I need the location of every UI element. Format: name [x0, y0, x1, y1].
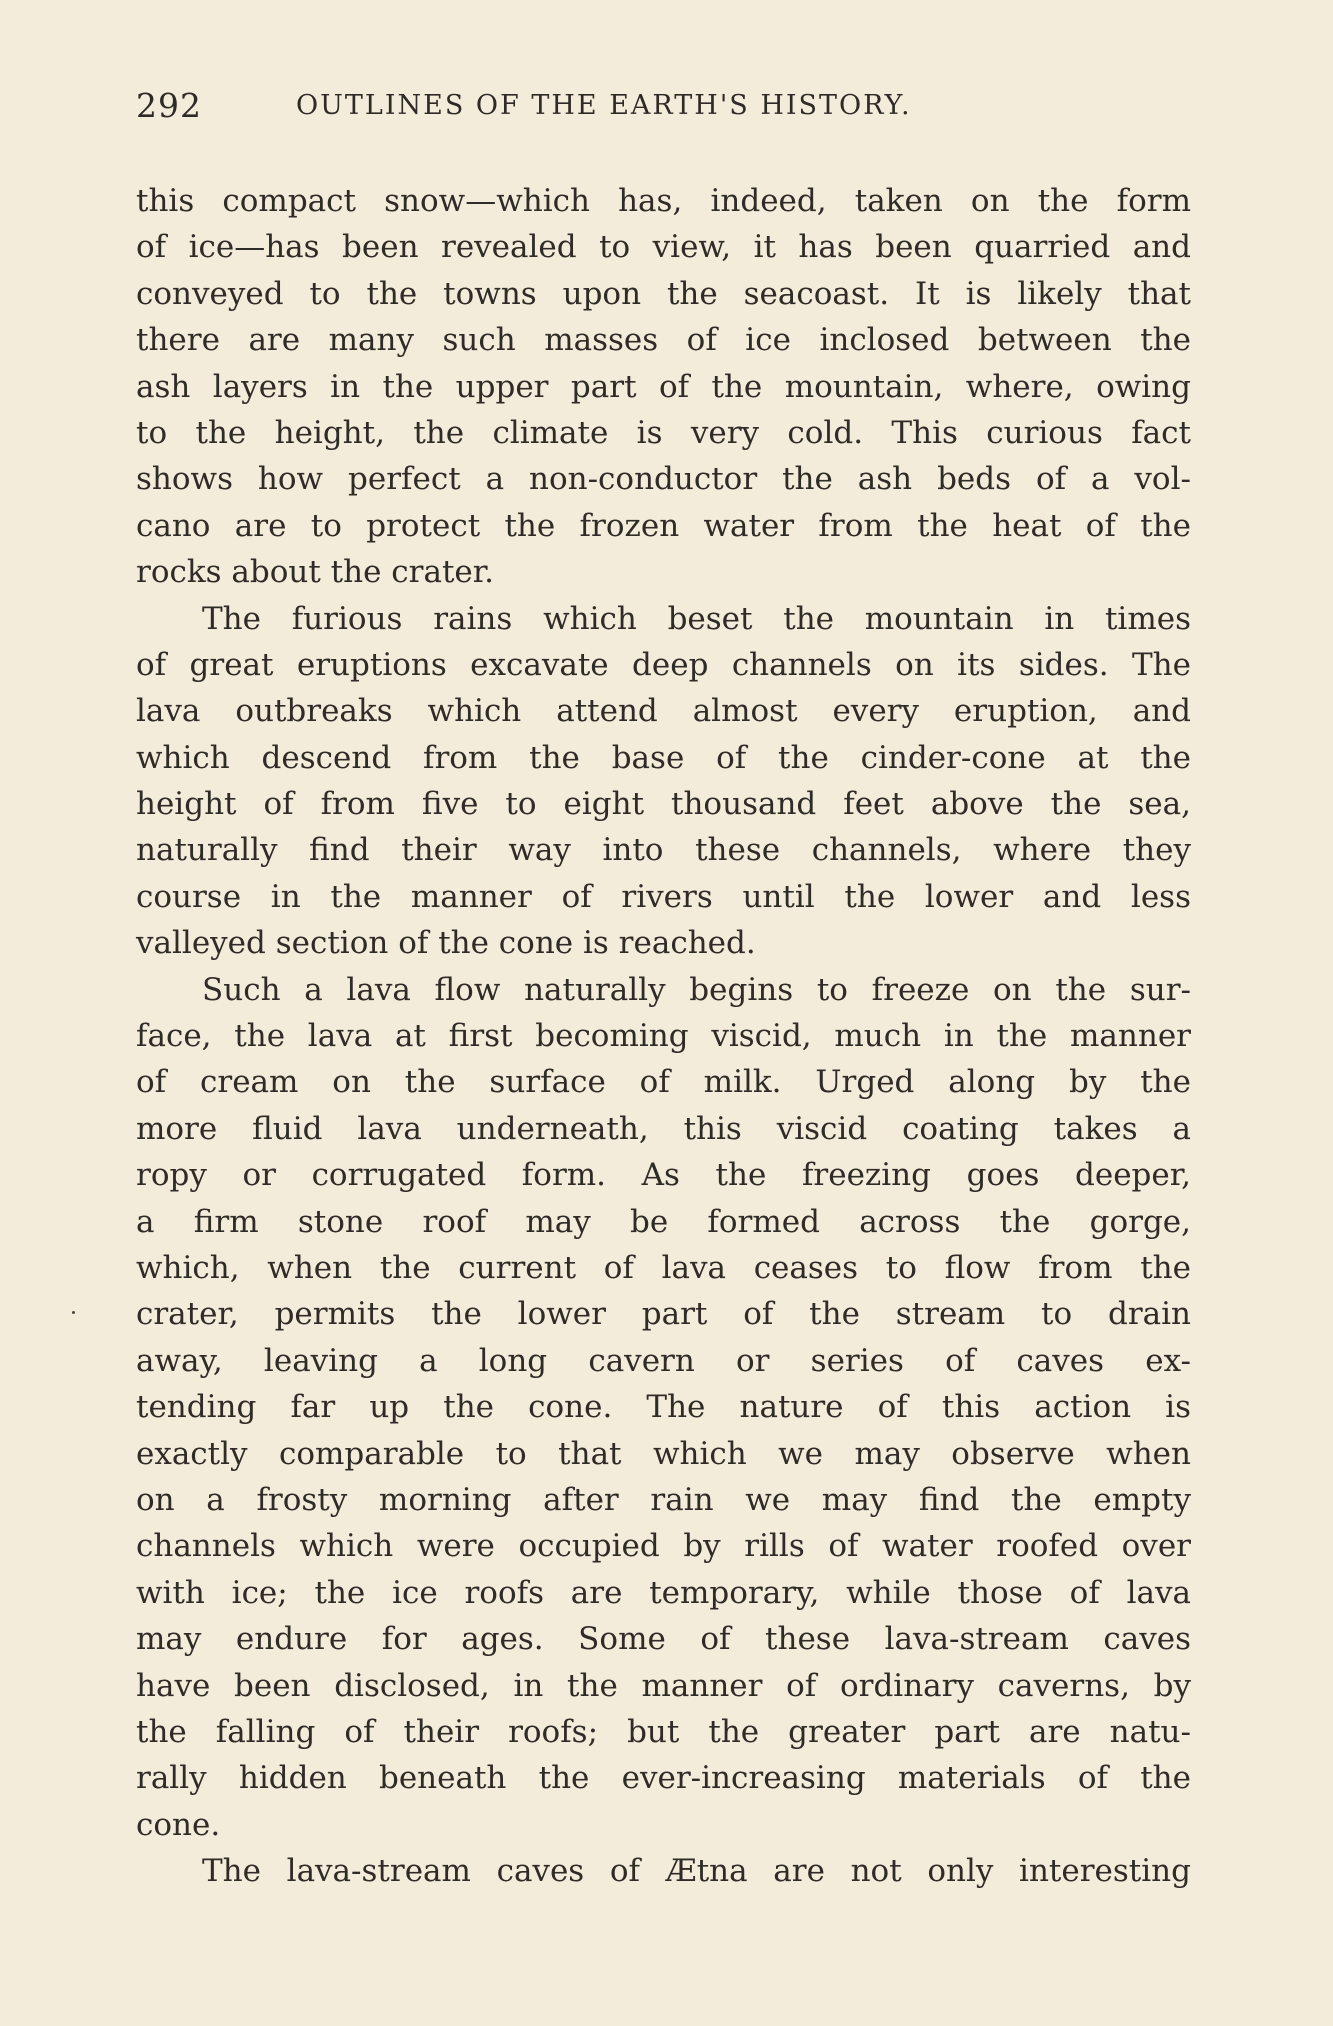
text-line: of cream on the surface of milk. Urged along by the [136, 1064, 1191, 1101]
paragraph-start-line: The furious rains which beset the mountain in times [202, 600, 1191, 637]
text-line: away, leaving a long cavern or series of caves ex- [136, 1342, 1191, 1379]
text-line: which, when the current of lava ceases to flow from the [136, 1249, 1191, 1286]
text-line: which descend from the base of the cinder-cone at the [136, 739, 1191, 776]
margin-speck [72, 1311, 75, 1314]
text-line: naturally find their way into these channels, where they [136, 832, 1191, 869]
paragraph-start-line: The lava-stream caves of Ætna are not only interesting [202, 1853, 1191, 1890]
text-line: valleyed section of the cone is reached. [136, 925, 756, 962]
text-line: a firm stone roof may be formed across the gorge, [136, 1203, 1191, 1240]
text-line: have been disclosed, in the manner of ordinary caverns, by [136, 1667, 1191, 1704]
text-line: crater, permits the lower part of the stream to drain [136, 1296, 1191, 1333]
text-line: lava outbreaks which attend almost every eruption, and [136, 693, 1191, 730]
text-line: shows how perfect a non-conductor the ash beds of a vol- [136, 461, 1191, 498]
text-line: tending far up the cone. The nature of this action is [136, 1389, 1191, 1426]
running-title: OUTLINES OF THE EARTH'S HISTORY. [296, 90, 912, 121]
text-line: height of from five to eight thousand feet above the sea, [136, 786, 1191, 823]
text-line: with ice; the ice roofs are temporary, while those of lava [136, 1574, 1191, 1611]
text-line: course in the manner of rivers until the lower and less [136, 878, 1191, 915]
text-line: cano are to protect the frozen water from the heat of the [136, 507, 1191, 544]
text-line: more fluid lava underneath, this viscid coating takes a [136, 1110, 1191, 1147]
text-line: channels which were occupied by rills of water roofed over [136, 1528, 1191, 1565]
text-line: rally hidden beneath the ever-increasing materials of the [136, 1760, 1191, 1797]
text-line: rocks about the crater. [136, 554, 495, 591]
text-line: of great eruptions excavate deep channels on its sides. The [136, 646, 1191, 683]
text-line: on a frosty morning after rain we may find the empty [136, 1481, 1191, 1518]
text-line: the falling of their roofs; but the greater part are natu- [136, 1713, 1191, 1750]
text-line: may endure for ages. Some of these lava-stream caves [136, 1621, 1191, 1658]
page-number: 292 [136, 86, 202, 125]
text-line: cone. [136, 1806, 221, 1843]
text-line: face, the lava at first becoming viscid, much in the manner [136, 1018, 1191, 1055]
text-line: exactly comparable to that which we may observe when [136, 1435, 1191, 1472]
text-line: conveyed to the towns upon the seacoast. It is likely that [136, 275, 1191, 312]
text-line: there are many such masses of ice inclosed between the [136, 322, 1191, 359]
paragraph-start-line: Such a lava flow naturally begins to freeze on the sur- [202, 971, 1191, 1008]
text-line: this compact snow—which has, indeed, taken on the form [136, 183, 1191, 219]
text-line: to the height, the climate is very cold. This curious fact [136, 414, 1191, 451]
text-line: ash layers in the upper part of the mountain, where, owing [136, 368, 1191, 405]
page-header [136, 82, 1191, 132]
body-text [136, 178, 1191, 1894]
text-line: of ice—has been revealed to view, it has been quarried and [136, 229, 1191, 266]
text-line: ropy or corrugated form. As the freezing goes deeper, [136, 1157, 1191, 1194]
